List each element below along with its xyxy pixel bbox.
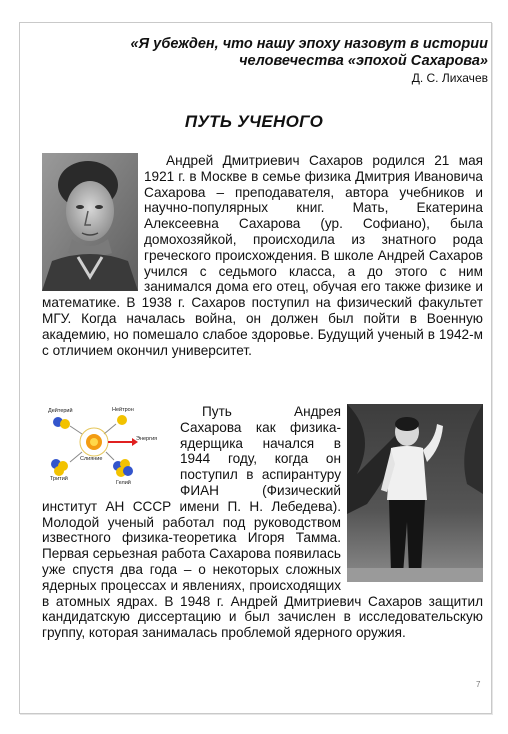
diagram-label-neutron: Нейтрон — [112, 407, 134, 413]
diagram-label-tritium: Тритий — [50, 476, 68, 482]
diagram-label-deuterium: Дейтерий — [48, 408, 73, 414]
diagram-label-fusion: Слияние — [80, 456, 103, 462]
tritium-nucleus-icon — [51, 459, 68, 476]
paragraph-2-text: Путь Андрея Сахарова как физика-ядерщика начался в 1944 году, когда он поступил в аспирантуру ФИАН (Физический институт АН СССР имени П. Н. Лебедева). Молодой ученый работал под руководством известного физика-теоретика Игоря Тамма. Первая серьезная работа Сахарова появилась уже спустя два года – о некоторых сложных ядерных процессах и явлениях, происходящих в атомных ядрах. В 1948 г. Андрей Дмитриевич Сахаров защитил кандидатскую диссертацию и был зачислен в исследовательскую группу, которая занималась проблемой ядерного оружия. — [42, 404, 483, 641]
epigraph-quote — [60, 36, 488, 70]
quote-author: Д. С. Лихачев — [411, 71, 488, 85]
diagram-label-energy: Энергия — [136, 436, 158, 442]
neutron-icon — [104, 415, 127, 434]
paragraph-1-text: Андрей Дмитриевич Сахаров родился 21 мая 1921 г. в Москве в семье физика Дмитрия Ивановича Сахарова – преподавателя, автора учебников и научно-популярных книг. Мать, Екатерина Алексеевна Сахарова (ур. Софиано), была домохозяйкой, происходила из знатного рода греческого происхождения. В школе Андрей Сахаров учился с седьмого класса, а до этого с ним занимался дома его отец, обучая его также физике и математике. В 1938 г. Сахаров поступил на физический факультет МГУ. Когда началась война, он должен был пойти в Военную академию, но помешало слабое здоровье. Будущий ученый в 1942-м с отличием окончил университет. — [42, 153, 483, 358]
young-sakharov-photo — [347, 404, 483, 582]
quote-line-2: человечества «эпохой Сахарова» — [239, 53, 488, 69]
energy-arrow-icon — [108, 438, 138, 446]
page-title: ПУТЬ УЧЕНОГО — [184, 112, 324, 131]
quote-line-1: «Я убежден, что нашу эпоху назовут в истории — [130, 36, 488, 52]
paragraph-1-block — [42, 153, 483, 358]
paragraph-2-block — [42, 404, 483, 641]
fusion-reaction-diagram — [42, 404, 170, 486]
helium-nucleus-icon — [106, 452, 133, 477]
page-number: 7 — [476, 680, 481, 689]
diagram-label-helium: Гелий — [116, 480, 131, 486]
sakharov-portrait-photo — [42, 153, 138, 291]
deuterium-nucleus-icon — [53, 417, 70, 429]
